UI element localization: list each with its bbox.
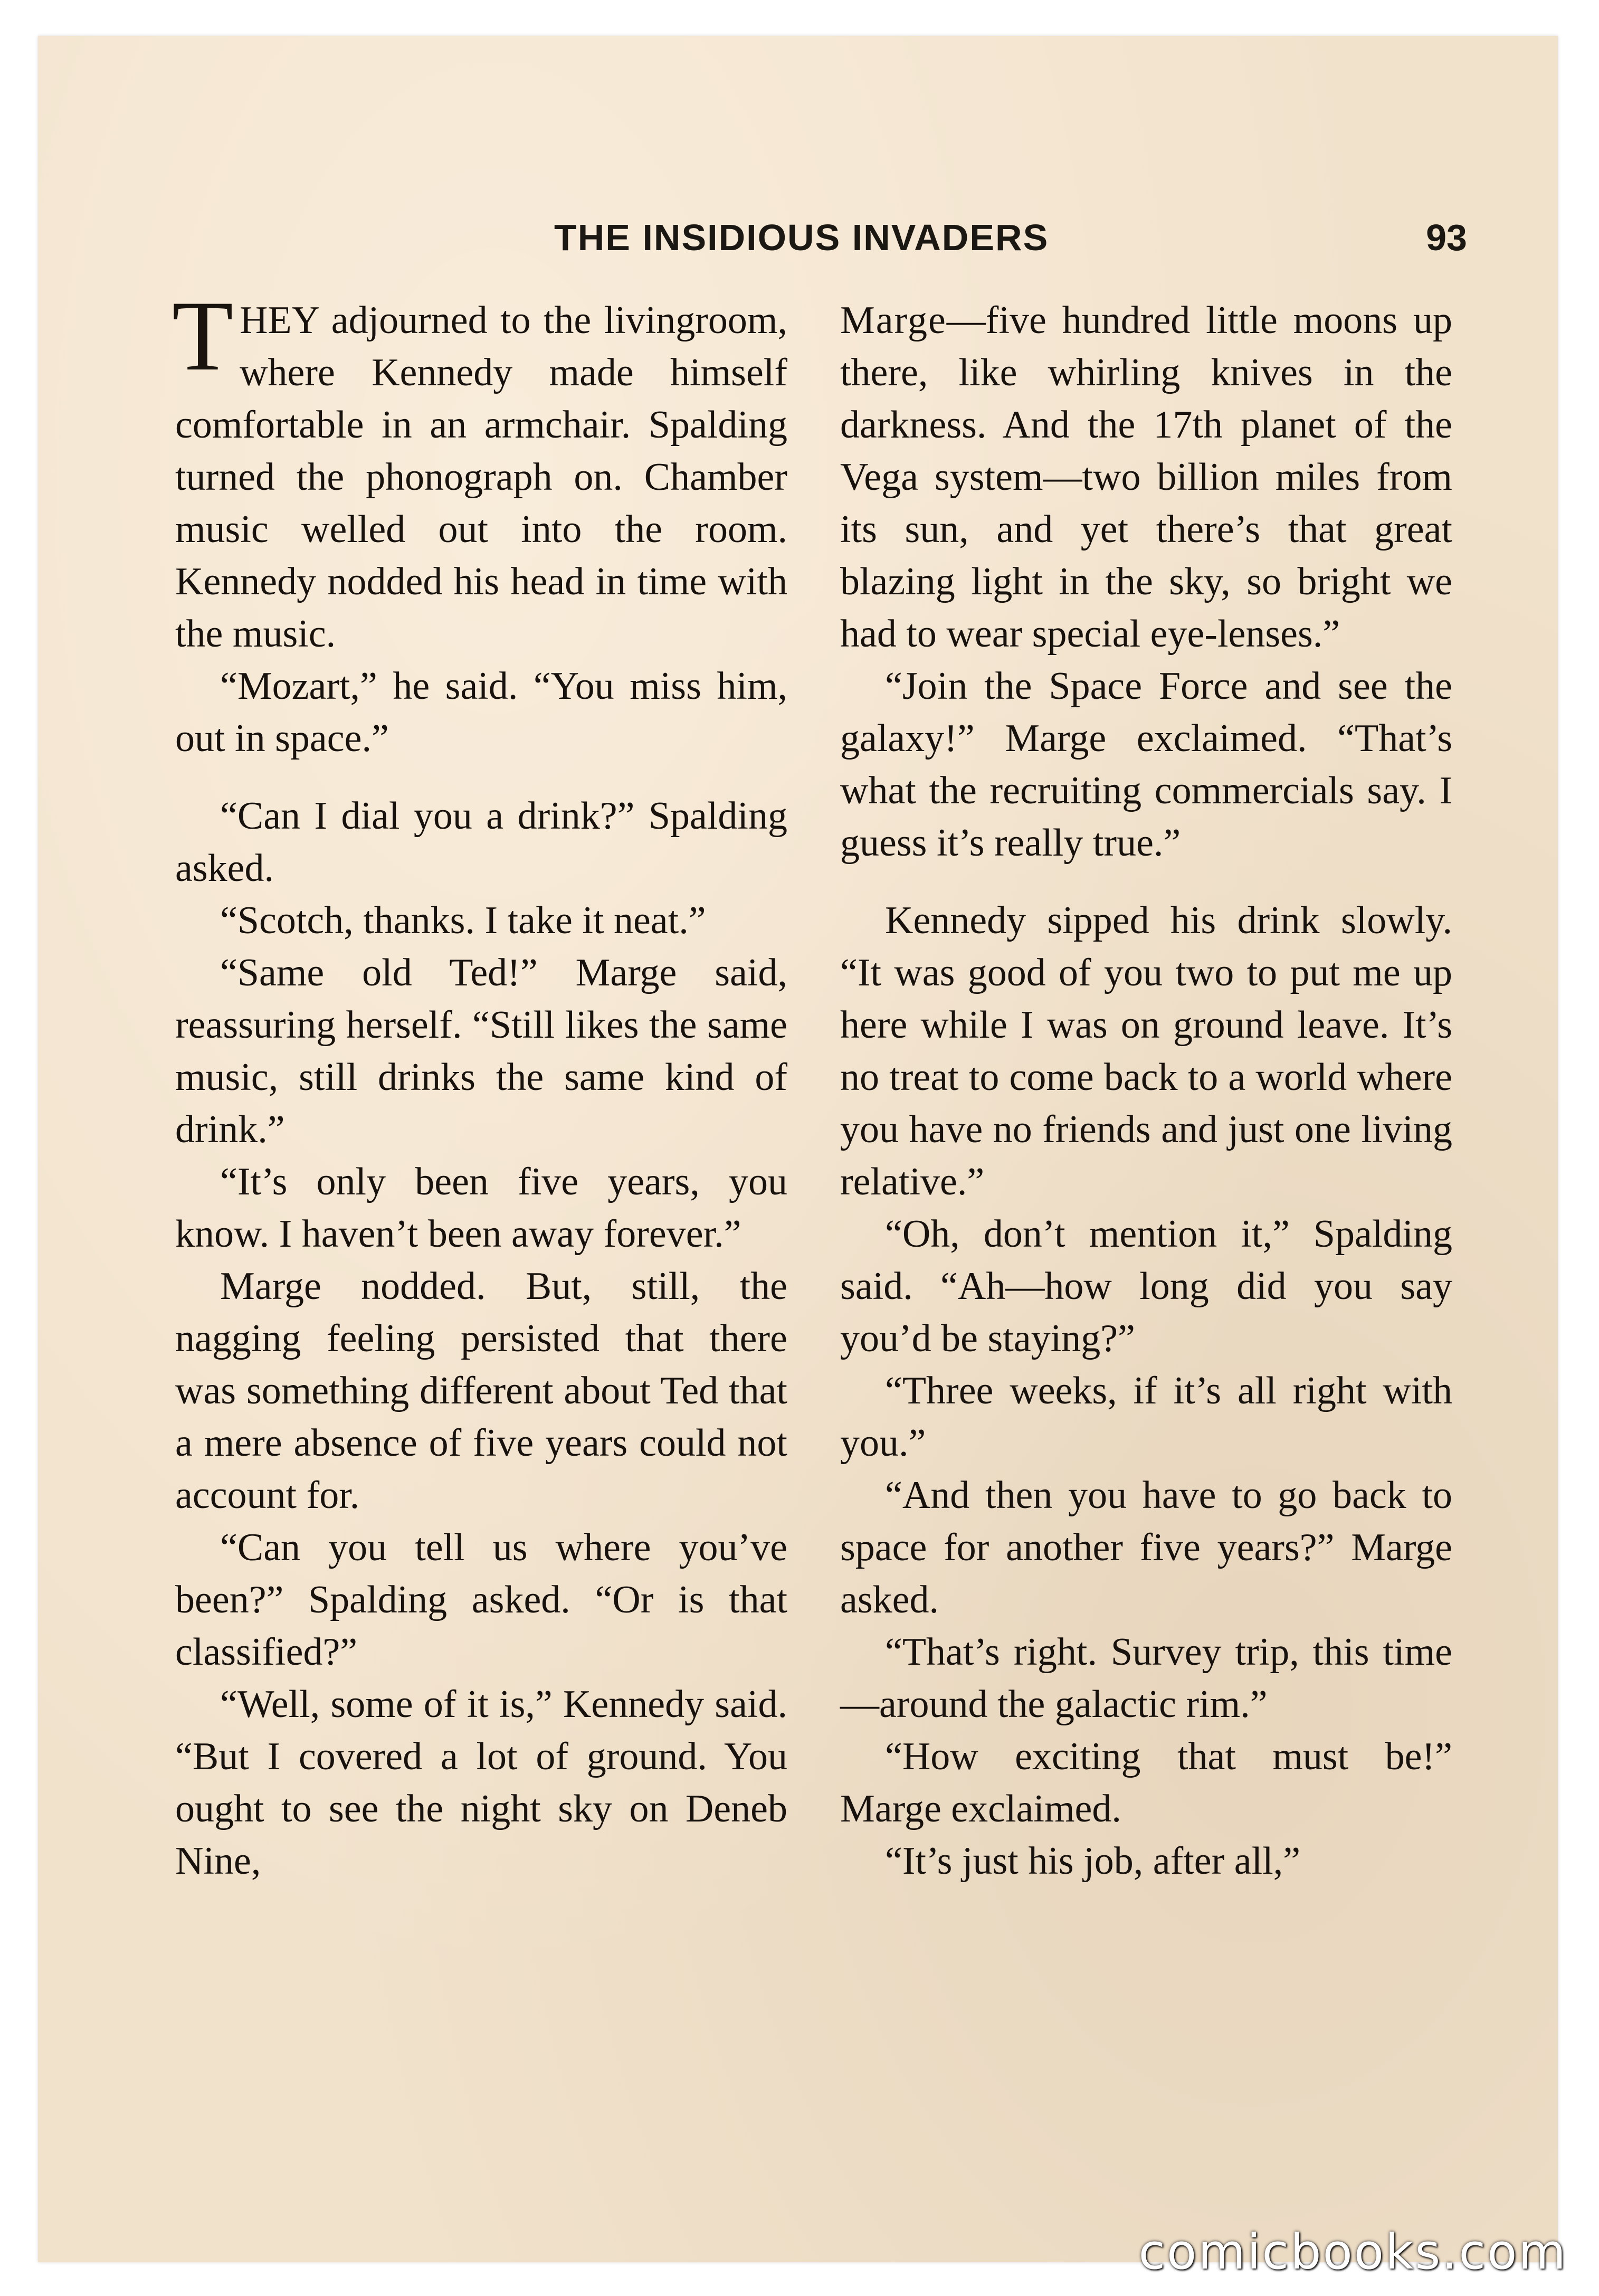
paragraph: “Oh, don’t mention it,” Spalding said. “Ah—how long did you say you’d be staying?” bbox=[840, 1212, 1452, 1360]
page-header bbox=[554, 216, 1467, 274]
paragraph: “Join the Space Force and see the galaxy!” Marge exclaimed. “That’s what the recruiting commercials say. I guess it’s really true.” bbox=[840, 665, 1452, 865]
site-watermark: comicbooks.com bbox=[1138, 2224, 1567, 2280]
paragraph: “That’s right. Survey trip, this time—around the galactic rim.” bbox=[840, 1630, 1452, 1726]
paragraph-lead: Marge bbox=[840, 299, 947, 342]
left-column bbox=[172, 281, 787, 1887]
paragraph: “Can I dial you a drink?” Spalding asked. bbox=[175, 794, 787, 890]
paragraph bbox=[840, 295, 1452, 660]
paragraph: “Can you tell us where you’ve been?” Spalding asked. “Or is that classified?” bbox=[175, 1526, 787, 1674]
paragraph: “It’s only been five years, you know. I haven’t been away forever.” bbox=[175, 1160, 787, 1256]
right-column bbox=[840, 295, 1452, 1887]
paragraph-text: HEY adjourned to the livingroom, where Kennedy made himself comfortable in an armchair. Spalding turned the phonograph on. Chamber music welled out into the room. Kennedy nodded his head in time with the music. bbox=[175, 299, 787, 656]
paragraph: “Three weeks, if it’s all right with you.” bbox=[840, 1369, 1452, 1465]
paragraph: “Same old Ted!” Marge said, reassuring herself. “Still likes the same music, still drinks the same kind of drink.” bbox=[175, 951, 787, 1151]
paragraph: Marge nodded. But, still, the nagging feeling persisted that there was something different about Ted that a mere absence of five years could not account for. bbox=[175, 1265, 787, 1517]
paragraph: “Well, some of it is,” Kennedy said. “But I covered a lot of ground. You ought to see the night sky on Deneb Nine, bbox=[175, 1683, 787, 1883]
paragraph: “It’s just his job, after all,” bbox=[885, 1839, 1301, 1883]
paragraph: “Scotch, thanks. I take it neat.” bbox=[220, 899, 706, 942]
drop-cap: T bbox=[172, 281, 234, 392]
paragraph bbox=[172, 281, 787, 660]
paragraph: “And then you have to go back to space for another five years?” Marge asked. bbox=[840, 1474, 1452, 1621]
paragraph: “How exciting that must be!” Marge exclaimed. bbox=[840, 1735, 1452, 1830]
paragraph-text: —five hundred little moons up there, like whirling knives in the darkness. And the 17th planet of the Vega system—two billion miles from its sun, and yet there’s that great blazing light in the sky, so bright we had to wear special eye-lenses.” bbox=[840, 299, 1452, 656]
page-number: 93 bbox=[1426, 217, 1467, 258]
paragraph: “Mozart,” he said. “You miss him, out in space.” bbox=[175, 665, 787, 760]
paragraph: Kennedy sipped his drink slowly. “It was good of you two to put me up here while I was on ground leave. It’s no treat to come back to a world where you have no friends and just one living relative.” bbox=[840, 899, 1452, 1203]
running-title: THE INSIDIOUS INVADERS bbox=[554, 217, 1049, 258]
